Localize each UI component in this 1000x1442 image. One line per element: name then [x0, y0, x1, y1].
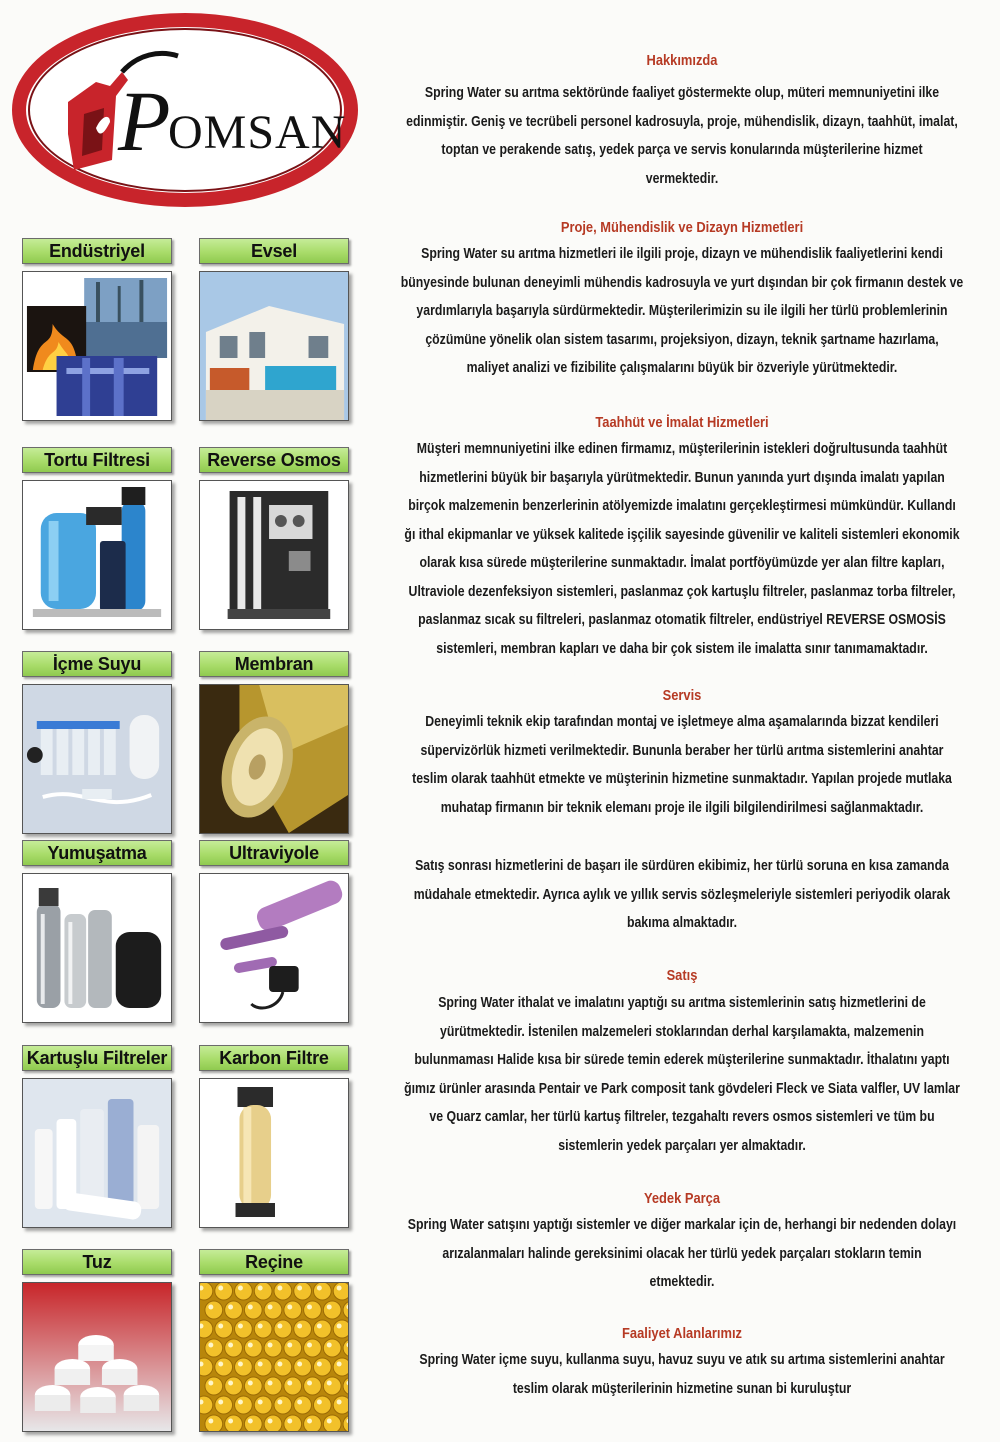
section-body: Spring Water su arıtma hizmetleri ile ilgili proje, dizayn ve mühendislik faaliyetlerini kendi bünyesinde bulunan deneyimli mühendis kadrosuyla ve yurt dışından bir çok firmanın destek ve yardımlarıyla başarıyla sürdürmektedir. Müşterilerimizin su ile ilgili her türlü problemlerinin çözümüne yönelik olan sistem tasarımı, projeksiyon, dizayn, teknik şartname hazırlama, maliyet analizi ve fizibilite çalışmalarını büyük bir özveriyle yürütmektedir. — [400, 245, 964, 376]
product-tile-resin[interactable] — [199, 1249, 349, 1432]
product-label: Evsel — [199, 238, 349, 264]
product-tile-softening[interactable] — [22, 840, 172, 1023]
section-service — [372, 687, 992, 822]
product-tile-drinking-water[interactable] — [22, 651, 172, 834]
section-body: Spring Water su arıtma sektöründe faaliyet göstermekte olup, müteri memnuniyetini ilke edinmiştir. Geniş ve tecrübeli personel kadrosuyla, proje, mühendislik, dizayn, taahhüt, imalat, toptan ve perakende satış, yedek parça ve servis konularında müşterilerine hizmet vermektedir. — [406, 84, 958, 187]
carbon-filter-photo — [199, 1078, 349, 1228]
product-label: Kartuşlu Filtreler — [22, 1045, 172, 1071]
product-tile-cartridge-filters[interactable] — [22, 1045, 172, 1228]
product-tile-domestic[interactable] — [199, 238, 349, 421]
product-label: Endüstriyel — [22, 238, 172, 264]
svg-text:OMSAN: OMSAN — [168, 106, 347, 159]
product-label: İçme Suyu — [22, 651, 172, 677]
softener-tanks-photo — [22, 873, 172, 1023]
resin-beads-photo — [199, 1282, 349, 1432]
cartridge-filters-photo — [22, 1078, 172, 1228]
section-sales — [372, 967, 992, 1160]
section-spare-parts — [372, 1190, 992, 1297]
product-tile-sediment-filter[interactable] — [22, 447, 172, 630]
section-body: Spring Water satışını yaptığı sistemler ve diğer markalar için de, herhangi bir nedenden dolayı arızalanmaları halinde gereksinimi olacak her türlü yedek parçaları stokların temin etmektedir. — [407, 1216, 957, 1290]
section-title: Yedek Parça — [643, 1190, 721, 1207]
section-title: Proje, Mühendislik ve Dizayn Hizmetleri — [560, 219, 804, 236]
product-label: Reverse Osmos — [199, 447, 349, 473]
section-activity-areas — [372, 1325, 992, 1403]
product-tile-reverse-osmosis[interactable] — [199, 447, 349, 630]
section-contracting — [372, 414, 992, 663]
section-body: Müşteri memnuniyetini ilke edinen firmamız, müşterilerinin istekleri doğrultusunda taahhüt hizmetlerini büyük bir başarıyla yürütmektedir. Bunun yanında yurt dışında imalatı yapılan birçok malzemenin benzerlerinin atölyemizde imalatını gerçekleştirmesi mümkündür. Kullandı ğı ithal ekipmanlar ve yüksek kalitede işçilik sayesinde güvenilir ve kaliteli sistemleri ekonomik olarak kısa sürede müşterilerine sunmaktadır. İmalat portföyümüzde yer alan filtre kapları, Ultraviole dezenfeksiyon sistemleri, paslanmaz çok kartuşlu filtreler, paslanmaz torba filtreler, paslanmaz sıcak su filtreleri, paslanmaz otomatik filtreler, endüstriyel REVERSE OSMOSİS sistemleri, membran kapları ve daha bir çok sistem ile imalatta sınır tanımamaktadır. — [404, 440, 960, 657]
product-label: Reçine — [199, 1249, 349, 1275]
product-tile-salt[interactable] — [22, 1249, 172, 1432]
product-label: Membran — [199, 651, 349, 677]
product-label: Ultraviyole — [199, 840, 349, 866]
section-title: Taahhüt ve İmalat Hizmetleri — [595, 414, 769, 431]
product-tile-carbon-filter[interactable] — [199, 1045, 349, 1228]
uv-lamp-photo — [199, 873, 349, 1023]
section-body: Spring Water ithalat ve imalatını yaptığı su arıtma sistemlerinin satış hizmetlerini de yürütmektedir. İstenilen malzemeleri stoklarından derhal karşılamakta, malzemenin bulunmaması Halide kısa bir sürede temin ederek müşterilerine sunmaktadır. İthalatını yaptı ğımız ürünler arasında Pentair ve Park composit tank gövdeleri Fleck ve Siata valfler, UV lamlar ve Quarz camlar, her türlü kartuş filtreler, tezgahaltı revers osmos sistemleri ve tüm bu sistemlerin yedek parçaları yer almaktadır. — [404, 994, 960, 1154]
product-label: Yumuşatma — [22, 840, 172, 866]
product-label: Tortu Filtresi — [22, 447, 172, 473]
product-label: Karbon Filtre — [199, 1045, 349, 1071]
sediment-filter-tanks-photo — [22, 480, 172, 630]
product-tile-industrial[interactable] — [22, 238, 172, 421]
section-engineering — [372, 219, 992, 383]
product-tile-membrane[interactable] — [199, 651, 349, 834]
section-title: Hakkımızda — [646, 52, 718, 69]
industrial-plant-photo — [22, 271, 172, 421]
section-title: Satış — [666, 967, 698, 984]
section-about — [372, 52, 992, 193]
svg-text:P: P — [118, 73, 171, 169]
reverse-osmosis-unit-photo — [199, 480, 349, 630]
section-after-sales — [372, 852, 992, 938]
section-body: Spring Water içme suyu, kullanma suyu, havuz suyu ve atık su artıma sistemlerini anahtar teslim olarak müşterilerinin hizmetine sunan bi kuruluştur — [419, 1351, 945, 1397]
pomsan-logo — [10, 10, 360, 210]
section-title: Faaliyet Alanlarımız — [622, 1325, 742, 1342]
salt-tablets-photo — [22, 1282, 172, 1432]
product-tile-ultraviolet[interactable] — [199, 840, 349, 1023]
house-pool-photo — [199, 271, 349, 421]
drinking-water-filter-photo — [22, 684, 172, 834]
product-label: Tuz — [22, 1249, 172, 1275]
section-title: Servis — [662, 687, 702, 704]
section-body: Deneyimli teknik ekip tarafından montaj ve işletmeye alma aşamalarında bizzat kendileri süpervizörlük hizmeti verilmektedir. Bununla beraber her türlü arıtma sistemlerini anahtar teslim olarak taahhüt etmekte ve müşterinin hizmetine sunmaktadır. Yapılan projede mutlaka muhatap firmanın bir teknik elemanı proje ile ilgili bilgilendirilmesi sağlanmaktadır. — [412, 713, 952, 816]
section-body: Satış sonrası hizmetlerini de başarı ile sürdüren ekibimiz, her türlü soruna en kısa zamanda müdahale etmektedir. Ayrıca aylık ve yıllık servis sözleşmeleriyle sistemleri periyodik olarak bakıma almaktadır. — [413, 857, 951, 931]
membrane-photo — [199, 684, 349, 834]
